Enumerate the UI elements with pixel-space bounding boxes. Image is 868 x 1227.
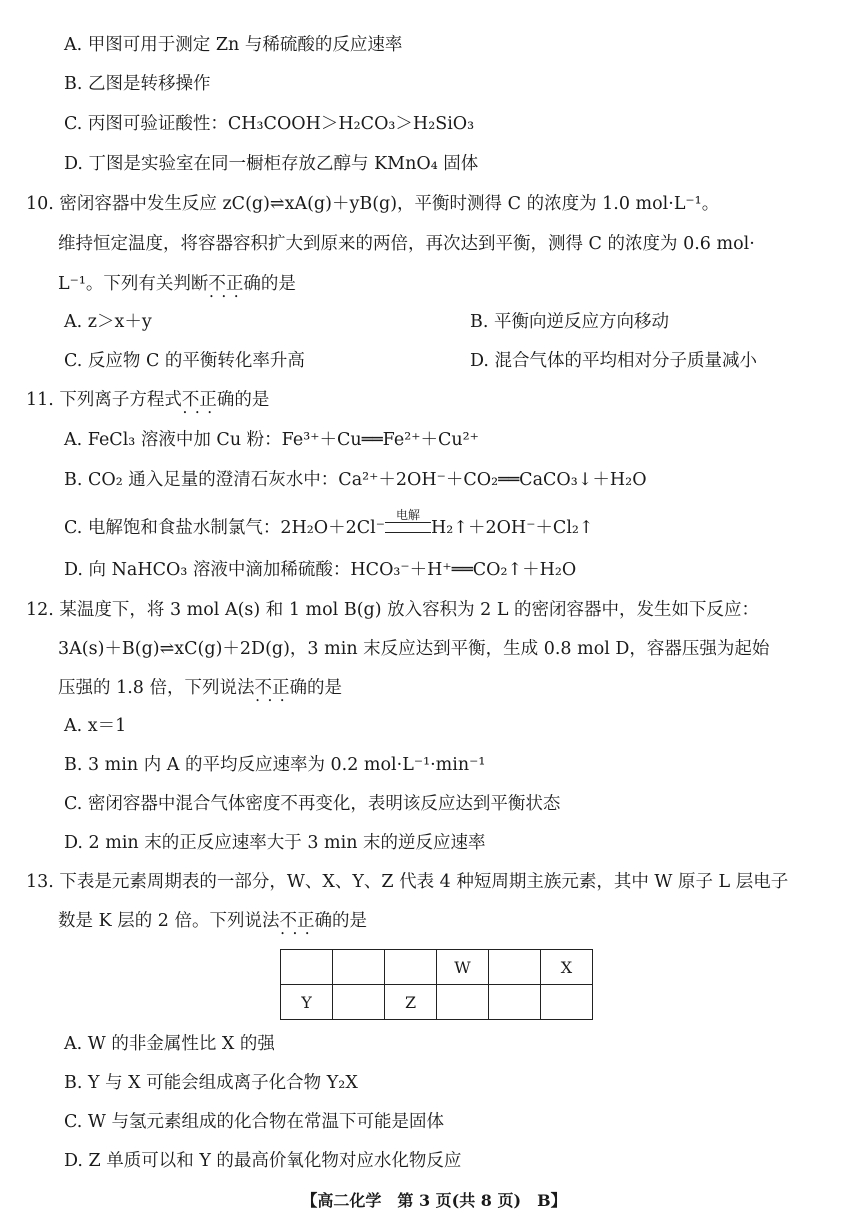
q11-option-a: A. FeCl₃ 溶液中加 Cu 粉：Fe³⁺＋Cu══Fe²⁺＋Cu²⁺ <box>64 430 479 450</box>
table-cell: Z <box>385 985 437 1020</box>
table-cell <box>385 950 437 985</box>
table-cell <box>437 985 489 1020</box>
electrolysis-condition: 电解 <box>396 508 421 522</box>
q12-stem-line2: 3A(s)＋B(g)⇌xC(g)＋2D(g)，3 min 末反应达到平衡，生成 0.8 mol D，容器压强为起始 <box>58 639 770 659</box>
q10-stem-line2: 维持恒定温度，将容器容积扩大到原来的两倍，再次达到平衡，测得 C 的浓度为 0.6 mol· <box>58 234 755 254</box>
table-cell: Y <box>281 985 333 1020</box>
q11-stem: 11. 下列离子方程式不正确 • • •的是 <box>26 388 269 412</box>
emphasis-not-correct: 不正确 • • • <box>279 909 332 933</box>
q11-option-c: C. 电解饱和食盐水制氯气：2H₂O＋2Cl⁻ 电解 H₂↑＋2OH⁻＋Cl₂↑ <box>64 508 594 538</box>
q11-option-d: D. 向 NaHCO₃ 溶液中滴加稀硫酸：HCO₃⁻＋H⁺══CO₂↑＋H₂O <box>64 560 577 580</box>
q10-option-c: C. 反应物 C 的平衡转化率升高 <box>64 351 305 371</box>
emphasis-not-correct: 不正确 • • • <box>254 676 307 700</box>
table-row <box>281 950 593 985</box>
q13-option-c: C. W 与氢元素组成的化合物在常温下可能是固体 <box>64 1112 444 1132</box>
table-cell: X <box>541 950 593 985</box>
q10-stem-line1: 10. 密闭容器中发生反应 zC(g)⇌xA(g)＋yB(g)，平衡时测得 C 的浓度为 1.0 mol·L⁻¹。 <box>26 194 720 214</box>
q13-stem-line2: 数是 K 层的 2 倍。下列说法不正确 • • •的是 <box>58 909 367 933</box>
q12-option-b: B. 3 min 内 A 的平均反应速率为 0.2 mol·L⁻¹·min⁻¹ <box>64 755 486 775</box>
q9-option-b: B. 乙图是转移操作 <box>64 74 211 94</box>
table-cell <box>281 950 333 985</box>
table-cell <box>333 950 385 985</box>
q12-stem-line1: 12. 某温度下，将 3 mol A(s) 和 1 mol B(g) 放入容积为 2 L 的密闭容器中，发生如下反应： <box>26 600 760 620</box>
q10-stem-line3: L⁻¹。下列有关判断不正确 • • •的是 <box>58 272 296 296</box>
q9-option-a: A. 甲图可用于测定 Zn 与稀硫酸的反应速率 <box>64 35 403 55</box>
q13-option-a: A. W 的非金属性比 X 的强 <box>64 1034 275 1054</box>
q12-stem-line3: 压强的 1.8 倍，下列说法不正确 • • •的是 <box>58 676 342 700</box>
table-cell <box>489 985 541 1020</box>
page-footer: 【高二化学 第 3 页(共 8 页) B】 <box>301 1191 567 1210</box>
table-cell <box>541 985 593 1020</box>
q13-stem-line1: 13. 下表是元素周期表的一部分，W、X、Y、Z 代表 4 种短周期主族元素，其中 W 原子 L 层电子 <box>26 872 789 892</box>
q10-option-d: D. 混合气体的平均相对分子质量减小 <box>470 351 758 371</box>
emphasis-not-correct: 不正确 • • • <box>182 388 235 412</box>
q9-option-d: D. 丁图是实验室在同一橱柜存放乙醇与 KMnO₄ 固体 <box>64 154 479 174</box>
q10-option-b: B. 平衡向逆反应方向移动 <box>470 312 669 332</box>
q13-option-b: B. Y 与 X 可能会组成离子化合物 Y₂X <box>64 1073 358 1093</box>
q12-option-d: D. 2 min 末的正反应速率大于 3 min 末的逆反应速率 <box>64 833 486 853</box>
table-cell: W <box>437 950 489 985</box>
table-row <box>281 985 593 1020</box>
table-cell <box>333 985 385 1020</box>
q12-option-a: A. x＝1 <box>64 716 127 736</box>
emphasis-not-correct: 不正确 • • • <box>208 272 261 296</box>
q9-option-c: C. 丙图可验证酸性：CH₃COOH＞H₂CO₃＞H₂SiO₃ <box>64 114 475 134</box>
table-cell <box>489 950 541 985</box>
q10-option-a: A. z＞x＋y <box>64 312 152 332</box>
equals-sign-icon <box>385 522 431 533</box>
q11-option-b: B. CO₂ 通入足量的澄清石灰水中：Ca²⁺＋2OH⁻＋CO₂══CaCO₃↓＋H₂O <box>64 470 647 490</box>
periodic-table-fragment <box>280 949 593 1020</box>
q13-option-d: D. Z 单质可以和 Y 的最高价氧化物对应水化物反应 <box>64 1151 462 1171</box>
q12-option-c: C. 密闭容器中混合气体密度不再变化，表明该反应达到平衡状态 <box>64 794 561 814</box>
